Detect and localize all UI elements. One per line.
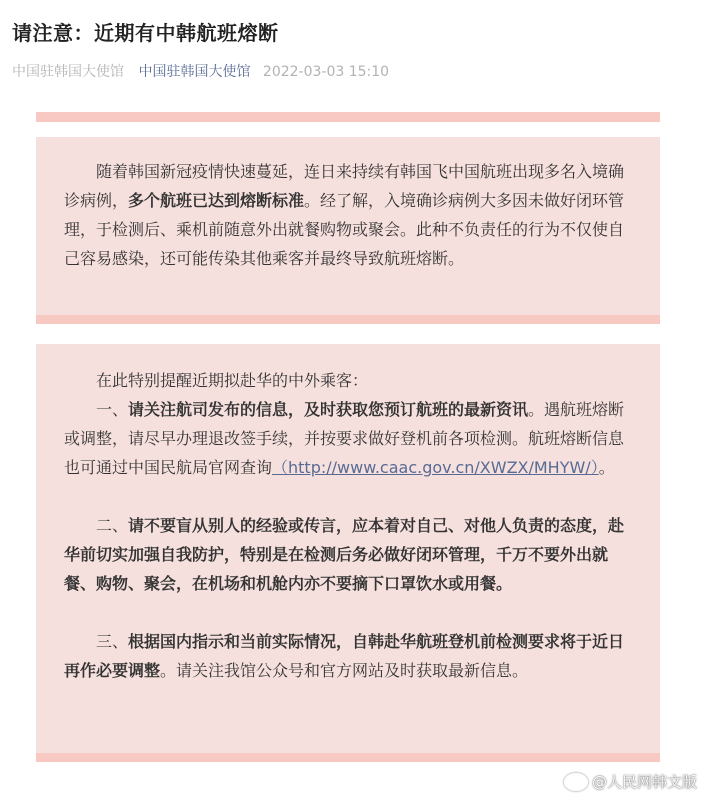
- notice-section-1: [36, 137, 660, 324]
- account-link[interactable]: 中国驻韩国大使馆: [138, 64, 251, 80]
- reminder-item-1: 一、请关注航司发布的信息，及时获取您预订航班的最新资讯。遇航班熔断或调整，请尽早办理退改签手续，并按要求做好登机前各项检测。航班熔断信息也可通过中国民航局官网查询（http://www.caac.gov.cn/XWZX/MHYW/）。: [64, 400, 625, 477]
- section-1-bottom-bar: [36, 315, 660, 324]
- watermark-text: @人民网韩文版: [591, 773, 697, 791]
- section-2-bottom-bar: [36, 753, 660, 762]
- article-title: 请注意：近期有中韩航班熔断: [12, 21, 279, 45]
- reminder-intro: 在此特别提醒近期拟赴华的中外乘客：: [96, 371, 369, 390]
- top-divider-bar: [36, 112, 660, 122]
- notice-section-2: [36, 344, 660, 762]
- weibo-icon: [564, 773, 588, 791]
- article-meta: [12, 61, 389, 81]
- reminder-item-3: 三、根据国内指示和当前实际情况，自韩赴华航班登机前检测要求将于近日再作必要调整。请关注我馆公众号和官方网站及时获取最新信息。: [64, 632, 625, 680]
- caac-website-link[interactable]: （http://www.caac.gov.cn/XWZX/MHYW/）: [272, 458, 599, 477]
- publish-date: 2022-03-03 15:10: [262, 64, 390, 80]
- paragraph-situation: 随着韩国新冠疫情快速蔓延，连日来持续有韩国飞中国航班出现多名入境确诊病例，多个航班已达到熔断标准。经了解，入境确诊病例大多因未做好闭环管理，于检测后、乘机前随意外出就餐购物或聚会。此种不负责任的行为不仅使自己容易感染，还可能传染其他乘客并最终导致航班熔断。: [64, 162, 625, 268]
- weibo-watermark: [564, 771, 697, 792]
- reminder-item-2: 二、请不要盲从别人的经验或传言，应本着对自己、对他人负责的态度，赴华前切实加强自我防护，特别是在检测后务必做好闭环管理，千万不要外出就餐、购物、聚会，在机场和机舱内亦不要摘下口罩饮水或用餐。: [64, 516, 625, 593]
- author-name: 中国驻韩国大使馆: [12, 64, 124, 80]
